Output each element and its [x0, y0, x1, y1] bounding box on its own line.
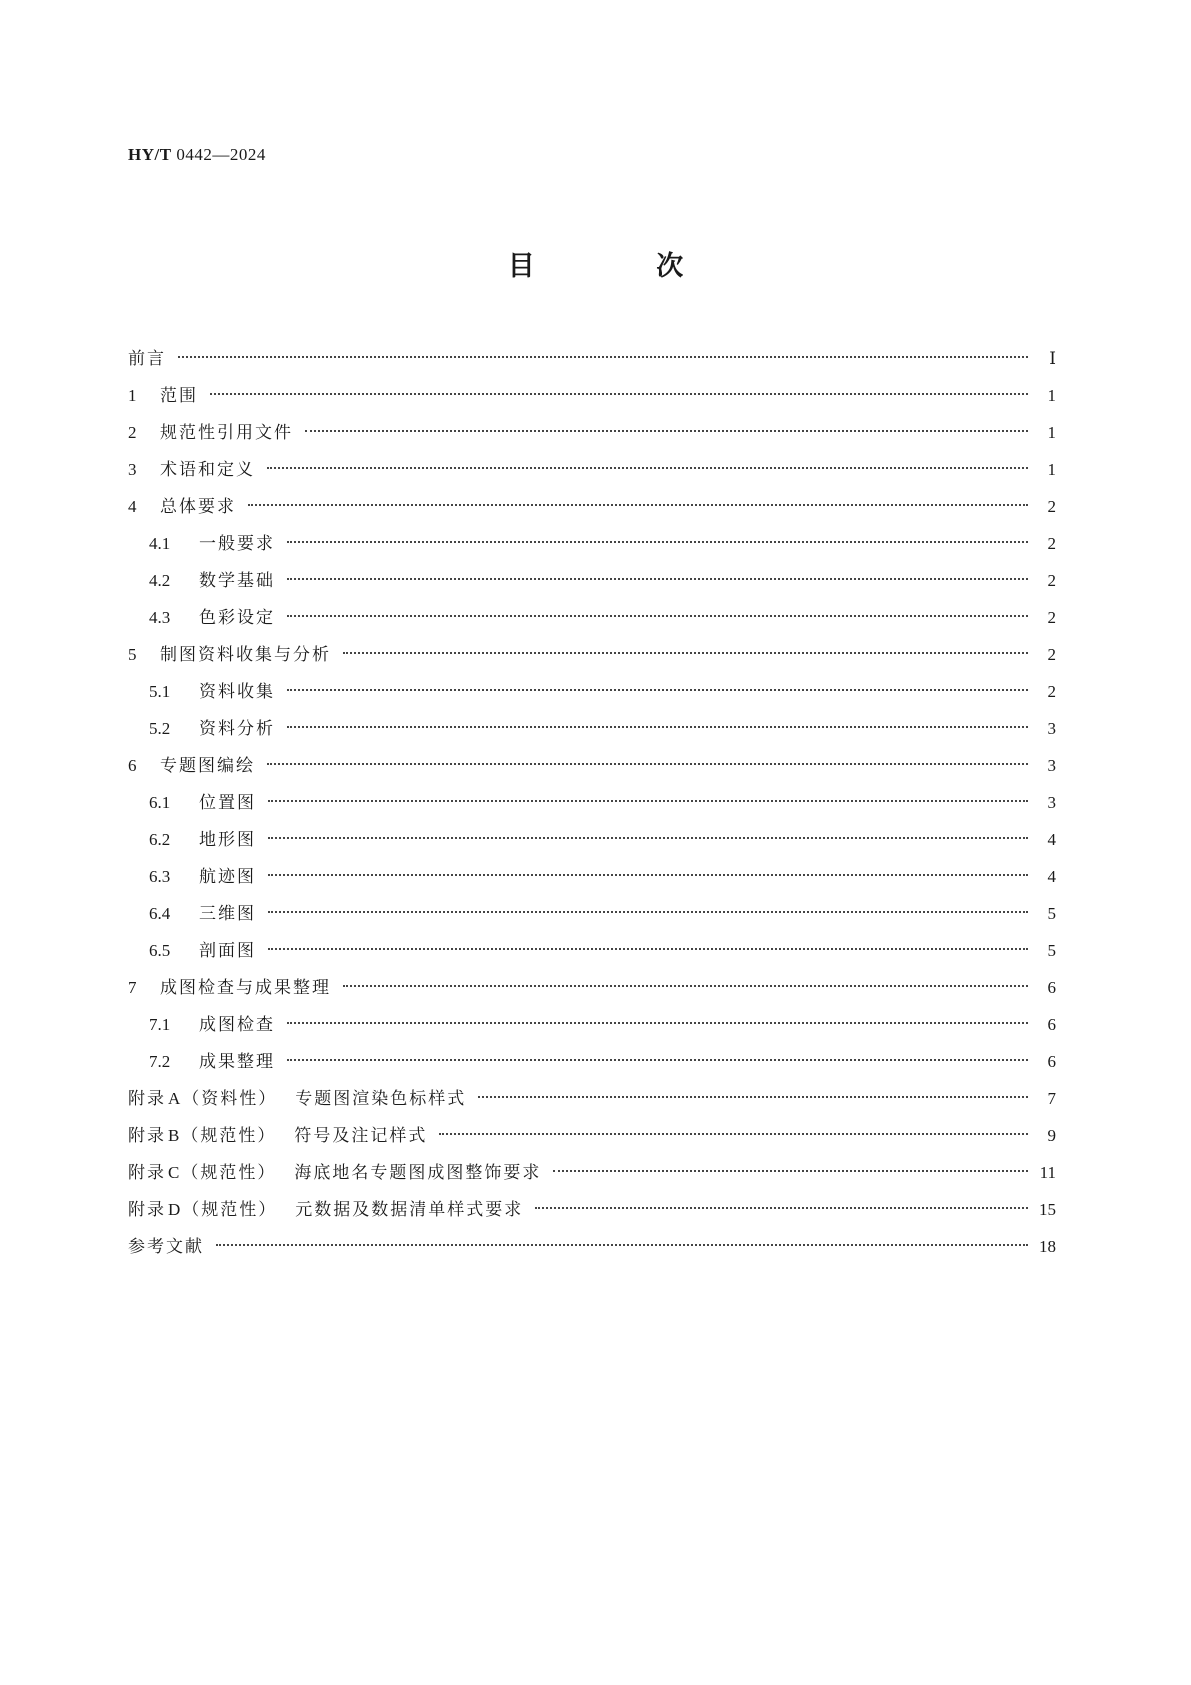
toc-entry-label: 成图检查	[199, 1015, 275, 1035]
toc-entry-page: 1	[1047, 386, 1056, 405]
annex-nature: （规范性）	[181, 1126, 277, 1146]
dot-leader	[210, 393, 1028, 395]
annex-prefix: 附录	[128, 1126, 166, 1146]
annex-nature: （资料性）	[182, 1089, 278, 1109]
annex-nature: （规范性）	[182, 1200, 278, 1220]
dot-leader	[268, 874, 1028, 876]
toc-entry-page: 4	[1047, 830, 1056, 849]
toc-entry-6-4[interactable]	[128, 895, 1056, 932]
toc-entry-label: 剖面图	[199, 941, 256, 961]
toc-entry-label: 制图资料收集与分析	[160, 645, 331, 665]
toc-entry-6-1[interactable]	[128, 784, 1056, 821]
dot-leader	[287, 541, 1028, 543]
toc-entry-6-3[interactable]	[128, 858, 1056, 895]
toc-entry-7-1[interactable]	[128, 1006, 1056, 1043]
annex-letter: B	[168, 1126, 180, 1145]
annex-letter: D	[168, 1200, 181, 1219]
toc-entry-page: 11	[1039, 1163, 1056, 1182]
annex-prefix: 附录	[128, 1200, 166, 1220]
dot-leader	[343, 652, 1028, 654]
toc-entry-page: 6	[1047, 978, 1056, 997]
toc-entry-page: 7	[1047, 1089, 1056, 1108]
toc-entry-number: 7.2	[149, 1052, 171, 1071]
toc-entry-number: 4.1	[149, 534, 171, 553]
dot-leader	[287, 1059, 1028, 1061]
toc-entry-page: 1	[1047, 460, 1056, 479]
toc-entry-page: 3	[1047, 793, 1056, 812]
toc-entry-annex-d[interactable]	[128, 1191, 1056, 1228]
dot-leader	[268, 800, 1028, 802]
annex-label	[128, 1080, 277, 1118]
toc-entry-page: 2	[1047, 682, 1056, 701]
annex-prefix: 附录	[128, 1163, 166, 1183]
dot-leader	[267, 763, 1028, 765]
toc-entry-number: 6	[128, 756, 137, 775]
annex-label	[128, 1117, 276, 1155]
toc-entry-number: 4.2	[149, 571, 171, 590]
toc-entry-7[interactable]	[128, 969, 1056, 1006]
toc-entry-references[interactable]	[128, 1228, 1056, 1265]
dot-leader	[287, 578, 1028, 580]
toc-entry-number: 5.2	[149, 719, 171, 738]
dot-leader	[248, 504, 1028, 506]
toc-entry-page: 3	[1047, 756, 1056, 775]
toc-entry-label: 三维图	[199, 904, 256, 924]
toc-entry-page: 5	[1047, 941, 1056, 960]
toc-entry-page: 1	[1047, 423, 1056, 442]
toc-entry-number: 6.3	[149, 867, 171, 886]
toc-entry-page: 2	[1047, 534, 1056, 553]
dot-leader	[553, 1170, 1028, 1172]
annex-prefix: 附录	[128, 1089, 166, 1109]
toc-entry-label: 总体要求	[160, 497, 236, 517]
toc-entry-page: 2	[1047, 645, 1056, 664]
toc-entry-label: 航迹图	[199, 867, 256, 887]
annex-label	[128, 1191, 277, 1229]
toc-entry-number: 2	[128, 423, 137, 442]
toc-entry-4-1[interactable]	[128, 525, 1056, 562]
toc-entry-page: 6	[1047, 1015, 1056, 1034]
toc-entry-label: 成图检查与成果整理	[160, 978, 331, 998]
toc-entry-number: 6.5	[149, 941, 171, 960]
dot-leader	[439, 1133, 1028, 1135]
dot-leader	[535, 1207, 1028, 1209]
standard-code	[128, 145, 266, 165]
dot-leader	[287, 726, 1028, 728]
toc-entry-1[interactable]	[128, 377, 1056, 414]
toc-entry-label: 前言	[128, 349, 166, 369]
toc-entry-page: 2	[1047, 497, 1056, 516]
annex-title: 元数据及数据清单样式要求	[295, 1200, 524, 1220]
toc-entry-number: 7	[128, 978, 137, 997]
toc-entry-label: 位置图	[199, 793, 256, 813]
toc-entry-number: 7.1	[149, 1015, 171, 1034]
toc-entry-2[interactable]	[128, 414, 1056, 451]
toc-entry-label: 一般要求	[199, 534, 275, 554]
dot-leader	[478, 1096, 1028, 1098]
toc-entry-annex-c[interactable]	[128, 1154, 1056, 1191]
toc-entry-page: 4	[1047, 867, 1056, 886]
toc-entry-page: 3	[1047, 719, 1056, 738]
toc-entry-number: 1	[128, 386, 137, 405]
dot-leader	[287, 615, 1028, 617]
toc-entry-7-2[interactable]	[128, 1043, 1056, 1080]
toc-entry-foreword[interactable]	[128, 340, 1056, 377]
toc-entry-label: 规范性引用文件	[160, 423, 293, 443]
toc-entry-label: 参考文献	[128, 1237, 204, 1257]
toc-entry-page: 15	[1039, 1200, 1056, 1219]
toc-entry-6[interactable]	[128, 747, 1056, 784]
annex-title: 专题图渲染色标样式	[295, 1089, 467, 1109]
toc-entry-label: 数学基础	[199, 571, 275, 591]
toc-entry-page: Ⅰ	[1049, 349, 1056, 368]
toc-entry-3[interactable]	[128, 451, 1056, 488]
toc-entry-page: 6	[1047, 1052, 1056, 1071]
page-title: 目 次	[507, 251, 740, 282]
toc-entry-4[interactable]	[128, 488, 1056, 525]
toc-entry-label: 成果整理	[199, 1052, 275, 1072]
toc-entry-5[interactable]	[128, 636, 1056, 673]
toc-entry-label: 地形图	[199, 830, 256, 850]
toc-entry-number: 4.3	[149, 608, 171, 627]
annex-title: 符号及注记样式	[294, 1126, 428, 1146]
toc-entry-label: 专题图编绘	[160, 756, 255, 776]
toc-entry-label: 资料分析	[199, 719, 275, 739]
toc-entry-label: 范围	[160, 386, 198, 406]
dot-leader	[287, 689, 1028, 691]
toc-entry-4-3[interactable]	[128, 599, 1056, 636]
dot-leader	[287, 1022, 1028, 1024]
toc-entry-label: 资料收集	[199, 682, 275, 702]
toc-entry-label: 术语和定义	[160, 460, 255, 480]
annex-letter: C	[168, 1163, 180, 1182]
toc-entry-label: 色彩设定	[199, 608, 275, 628]
standard-code-prefix: HY/T	[128, 145, 172, 164]
toc-entry-number: 6.4	[149, 904, 171, 923]
toc-entry-annex-b[interactable]	[128, 1117, 1056, 1154]
toc-entry-6-5[interactable]	[128, 932, 1056, 969]
toc-entry-number: 6.2	[149, 830, 171, 849]
annex-title: 海底地名专题图成图整饰要求	[294, 1163, 542, 1183]
toc-entry-5-1[interactable]	[128, 673, 1056, 710]
dot-leader	[268, 911, 1028, 913]
table-of-contents	[128, 340, 1056, 1265]
toc-entry-4-2[interactable]	[128, 562, 1056, 599]
toc-entry-number: 5.1	[149, 682, 171, 701]
toc-entry-page: 5	[1047, 904, 1056, 923]
toc-entry-number: 3	[128, 460, 137, 479]
toc-entry-page: 9	[1047, 1126, 1056, 1145]
dot-leader	[178, 356, 1028, 358]
toc-entry-number: 6.1	[149, 793, 171, 812]
toc-entry-page: 18	[1039, 1237, 1056, 1256]
dot-leader	[343, 985, 1028, 987]
toc-entry-page: 2	[1047, 608, 1056, 627]
toc-entry-page: 2	[1047, 571, 1056, 590]
dot-leader	[216, 1244, 1028, 1246]
toc-entry-6-2[interactable]	[128, 821, 1056, 858]
toc-entry-number: 5	[128, 645, 137, 664]
dot-leader	[305, 430, 1028, 432]
annex-letter: A	[168, 1089, 181, 1108]
dot-leader	[267, 467, 1028, 469]
annex-nature: （规范性）	[181, 1163, 277, 1183]
annex-label	[128, 1154, 276, 1192]
standard-code-number: 0442—2024	[176, 145, 266, 164]
dot-leader	[268, 948, 1028, 950]
toc-entry-5-2[interactable]	[128, 710, 1056, 747]
toc-entry-annex-a[interactable]	[128, 1080, 1056, 1117]
dot-leader	[268, 837, 1028, 839]
toc-entry-number: 4	[128, 497, 137, 516]
